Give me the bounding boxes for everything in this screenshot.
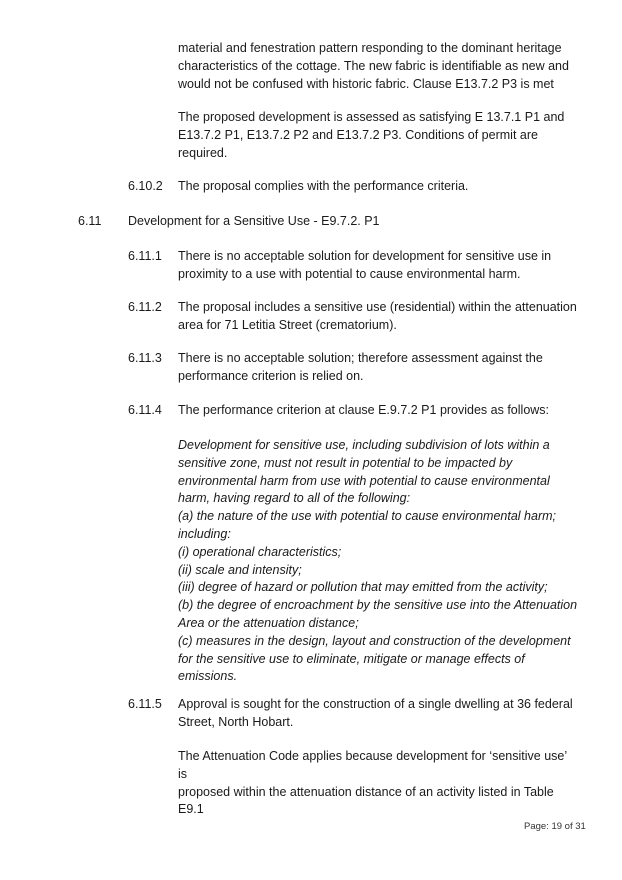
clause-text: There is no acceptable solution for development for sensitive use in proximity to a use with potential to cause environmental harm.: [178, 249, 552, 281]
quoted-performance-criterion: Development for sensitive use, including subdivision of lots within a sensitive zone, must not result in potential to be impacted by environmental harm from use with potential to cause environmental harm, having regard to all of the following: (a) the nature of the use with potential to cause environmental harm; including: (i) operational characteristics; (ii) scale and intensity; (iii) degree of hazard or pollution that may emitted from the activity; (b) the degree of encroachment by the sensitive use into the Attenuation Area or the attenuation distance; (c) measures in the design, layout and construction of the development for the sensitive use to eliminate, mitigate or manage effects of emissions.: [178, 438, 578, 684]
clause-number: 6.10.2: [128, 179, 163, 193]
clause-text: The proposal complies with the performance criteria.: [178, 179, 469, 193]
section-number: 6.11: [78, 214, 102, 228]
clause-number: 6.11.4: [128, 403, 162, 417]
clause-number: 6.11.3: [128, 351, 162, 365]
section-title: Development for a Sensitive Use - E9.7.2. P1: [128, 214, 380, 228]
clause-text: The proposal includes a sensitive use (residential) within the attenuation area for 71 Letitia Street (crematorium).: [178, 300, 577, 332]
clause-continuation-paragraph: The Attenuation Code applies because development for ‘sensitive use’ is proposed within the attenuation distance of an activity listed in Table E9.1: [178, 749, 567, 817]
clause-text: The performance criterion at clause E.9.7.2 P1 provides as follows:: [178, 403, 550, 417]
clause-text: There is no acceptable solution; therefore assessment against the performance criterion is relied on.: [178, 351, 543, 383]
clause-number: 6.11.5: [128, 697, 162, 711]
intro-paragraph: material and fenestration pattern responding to the dominant heritage characteristics of the cottage. The new fabric is identifiable as new and would not be confused with historic fabric. Clause E13.7.2 P3 is met: [178, 41, 569, 91]
clause-text: Approval is sought for the construction of a single dwelling at 36 federal Street, North Hobart.: [178, 697, 573, 729]
clause-number: 6.11.1: [128, 249, 162, 263]
clause-number: 6.11.2: [128, 300, 162, 314]
assessment-paragraph: The proposed development is assessed as satisfying E 13.7.1 P1 and E13.7.2 P1, E13.7.2 P2 and E13.7.2 P3. Conditions of permit are required.: [178, 110, 565, 160]
page-number: Page: 19 of 31: [524, 821, 586, 832]
